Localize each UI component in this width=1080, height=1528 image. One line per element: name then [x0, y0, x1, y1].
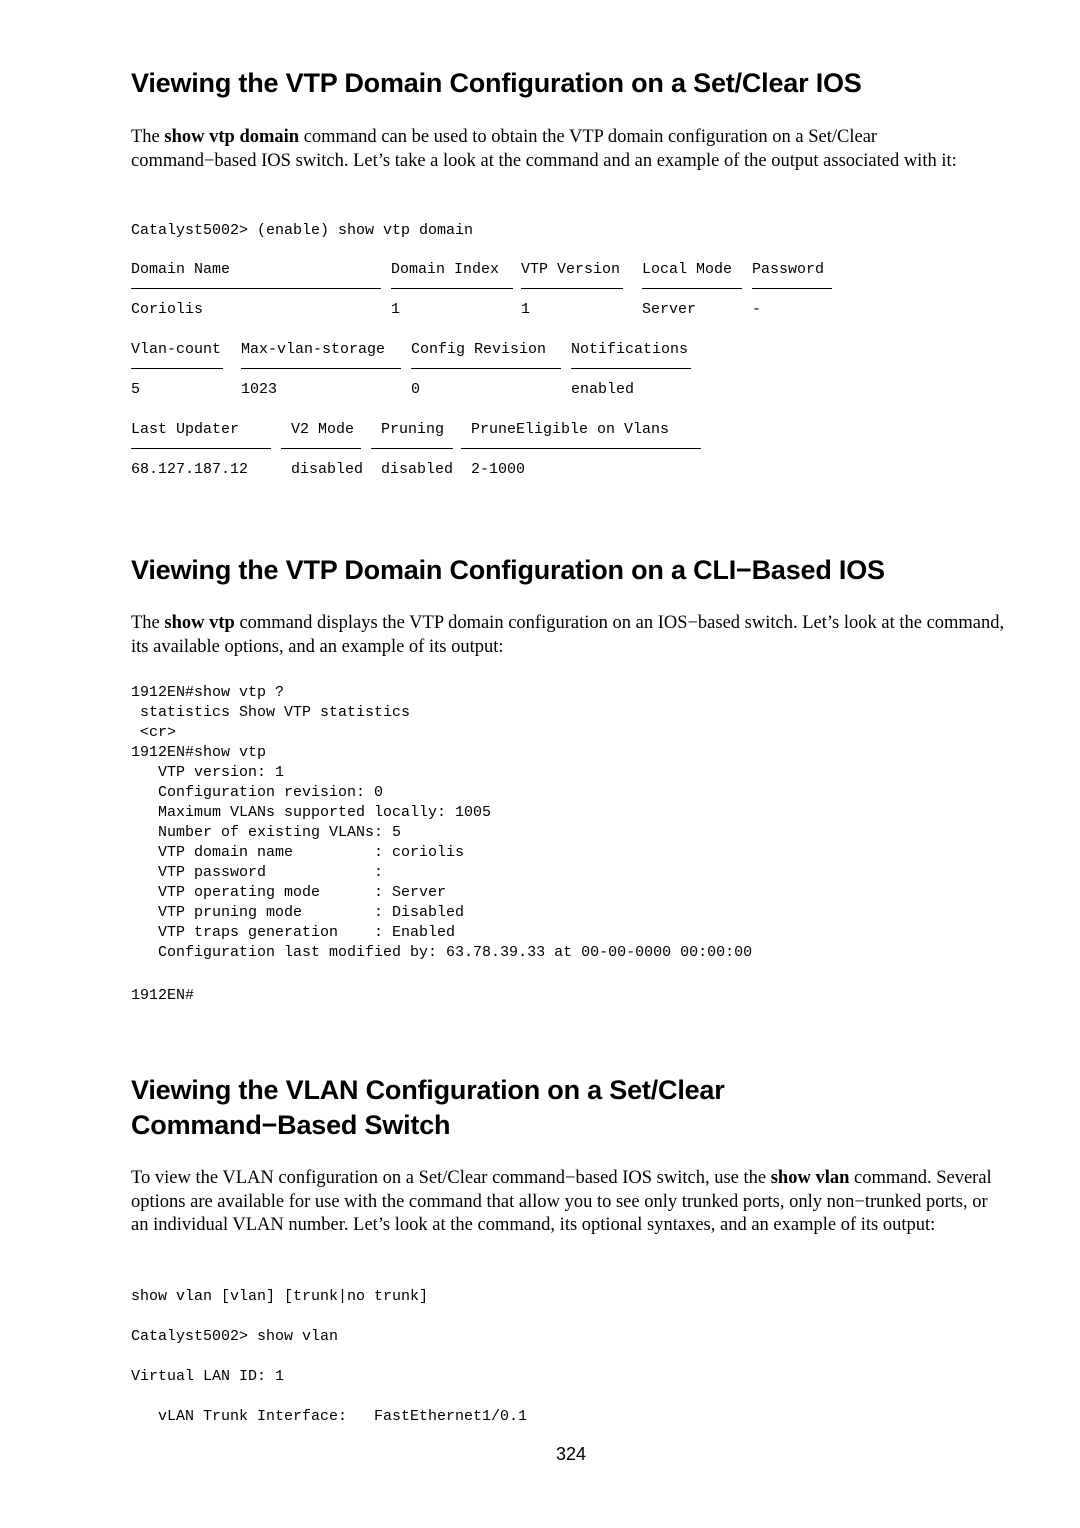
divider — [571, 368, 691, 369]
vtp-domain-table — [131, 261, 1011, 321]
command-line: Catalyst5002> show vlan — [131, 1328, 339, 1345]
table-cell: - — [752, 301, 762, 318]
code-line: Configuration revision: 0 — [131, 784, 384, 801]
table-header: Max-vlan-storage — [241, 341, 386, 358]
syntax-line: show vlan [vlan] [trunk|no trunk] — [131, 1288, 429, 1305]
table-header-row — [131, 261, 1011, 281]
divider — [131, 448, 271, 449]
divider — [642, 288, 742, 289]
output-line: vLAN Trunk Interface: FastEthernet1/0.1 — [131, 1408, 528, 1425]
section-heading-set-clear-vtp: Viewing the VTP Domain Configuration on a Set/Clear IOS — [131, 68, 862, 98]
code-line: Maximum VLANs supported locally: 1005 — [131, 804, 492, 821]
vlan-count-table — [131, 341, 1011, 401]
table-header: Domain Index — [391, 261, 500, 278]
table-header: Notifications — [571, 341, 689, 358]
table-header: Local Mode — [642, 261, 733, 278]
code-line: VTP password : — [131, 864, 384, 881]
command-emphasis: show vtp domain — [164, 127, 300, 147]
code-line: VTP operating mode : Server — [131, 884, 447, 901]
section-paragraph: The show vtp command displays the VTP domain configuration on an IOS−based switch. Let’s look at the command, its available options, and an example of its output: — [131, 613, 1005, 657]
table-row — [131, 301, 1011, 321]
divider — [461, 448, 701, 449]
divider — [391, 288, 513, 289]
code-line: VTP pruning mode : Disabled — [131, 904, 465, 921]
code-line: VTP traps generation : Enabled — [131, 924, 456, 941]
command-line: Catalyst5002> (enable) show vtp domain — [131, 222, 474, 239]
divider — [411, 368, 561, 369]
table-header: Domain Name — [131, 261, 231, 278]
table-header-row — [131, 421, 1011, 441]
code-line: VTP domain name : coriolis — [131, 844, 465, 861]
command-emphasis: show vtp — [164, 613, 235, 633]
table-header: Last Updater — [131, 421, 240, 438]
command-emphasis: show vlan — [770, 1168, 850, 1188]
table-cell: enabled — [571, 381, 635, 398]
code-line: statistics Show VTP statistics — [131, 704, 411, 721]
code-line: 1912EN#show vtp — [131, 744, 267, 761]
table-header: Config Revision — [411, 341, 547, 358]
code-line: Configuration last modified by: 63.78.39.33 at 00-00-0000 00:00:00 — [131, 944, 753, 961]
table-header: VTP Version — [521, 261, 621, 278]
section-paragraph: To view the VLAN configuration on a Set/Clear command−based IOS switch, use the show vlan command. Several options are available for use with the command that allow you to see only trunked ports, only non−trunked ports, or an individual VLAN number. Let’s look at the command, its optional syntaxes, and an example of its output: — [131, 1168, 992, 1235]
code-line: 1912EN# — [131, 987, 195, 1004]
table-row — [131, 381, 1011, 401]
section-heading-vlan-config: Viewing the VLAN Configuration on a Set/Clear Command−Based Switch — [131, 1075, 725, 1140]
divider — [752, 288, 832, 289]
table-cell: Server — [642, 301, 697, 318]
divider — [131, 368, 223, 369]
last-updater-table — [131, 421, 1011, 481]
divider — [521, 288, 623, 289]
table-cell: 1 — [521, 301, 531, 318]
table-cell: Coriolis — [131, 301, 204, 318]
table-header: Pruning — [381, 421, 445, 438]
table-header: PruneEligible on Vlans — [471, 421, 670, 438]
table-header-row — [131, 341, 1011, 361]
table-cell: 1023 — [241, 381, 278, 398]
code-line: 1912EN#show vtp ? — [131, 684, 285, 701]
table-cell: disabled — [381, 461, 454, 478]
table-cell: 2-1000 — [471, 461, 526, 478]
divider — [281, 448, 361, 449]
table-header: V2 Mode — [291, 421, 355, 438]
code-line: <cr> — [131, 724, 177, 741]
table-cell: 5 — [131, 381, 141, 398]
table-cell: disabled — [291, 461, 364, 478]
code-line: VTP version: 1 — [131, 764, 285, 781]
section-heading-cli-vtp: Viewing the VTP Domain Configuration on a CLI−Based IOS — [131, 555, 885, 585]
divider — [241, 368, 401, 369]
table-cell: 68.127.187.12 — [131, 461, 249, 478]
divider — [131, 288, 381, 289]
code-line: Number of existing VLANs: 5 — [131, 824, 402, 841]
section-paragraph: The show vtp domain command can be used to obtain the VTP domain configuration on a Set/Clear command−based IOS switch. Let’s take a look at the command and an example of the output associated with it: — [131, 127, 957, 171]
output-line: Virtual LAN ID: 1 — [131, 1368, 285, 1385]
page-number: 324 — [555, 1444, 587, 1464]
table-cell: 0 — [411, 381, 421, 398]
table-header: Vlan-count — [131, 341, 222, 358]
divider — [371, 448, 453, 449]
table-cell: 1 — [391, 301, 401, 318]
table-header: Password — [752, 261, 825, 278]
table-row — [131, 461, 1011, 481]
